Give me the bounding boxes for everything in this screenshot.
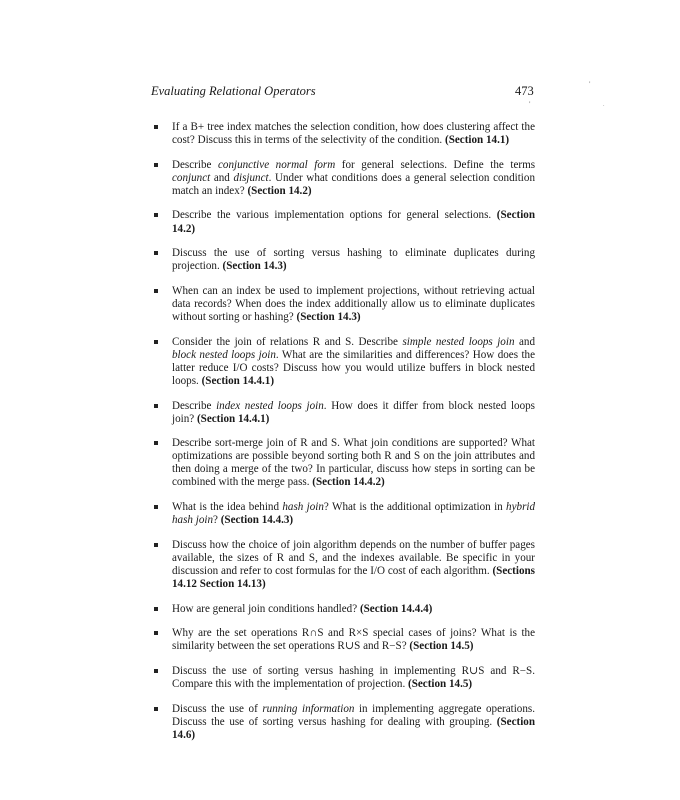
section-ref: (Section 14.6) (172, 715, 535, 741)
section-ref: (Section 14.5) (409, 640, 474, 653)
bullet-icon (154, 163, 158, 167)
bullet-icon (154, 631, 158, 635)
question-item: Describe conjunctive normal form for general selections. Define the terms conjunct and disjunct. Under what conditions does a general selection condition match an index? (Section 14.2) (151, 159, 535, 198)
section-ref: (Section 14.4.3) (220, 514, 294, 527)
section-ref: (Section 14.3) (222, 260, 287, 273)
bullet-icon (154, 125, 158, 129)
scan-mark: , (529, 98, 531, 104)
scan-mark: . (603, 102, 605, 108)
section-ref: (Section 14.2) (247, 184, 312, 197)
bullet-icon (154, 607, 158, 611)
section-ref: (Sections 14.12 Section 14.13) (172, 564, 535, 591)
question-item: Describe the various implementation options for general selections. (Section 14.2) (151, 209, 535, 235)
question-item: Discuss the use of running information in implementing aggregate operations. Discuss the use of sorting versus hashing for dealing with grouping. (Section 14.6) (151, 703, 535, 742)
running-header-title: Evaluating Relational Operators (151, 84, 316, 98)
section-ref: (Section 14.3) (296, 311, 361, 324)
bullet-icon (154, 340, 158, 344)
question-item: When can an index be used to implement projections, without retrieving actual data records? When does the index additionally allow us to eliminate duplicates without sorting or hashing? (Section 14.3) (151, 285, 535, 324)
review-questions-list (151, 121, 535, 753)
question-item: If a B+ tree index matches the selection condition, how does clustering affect the cost? Discuss this in terms of the selectivity of the condition. (Section 14.1) (151, 121, 535, 147)
question-item: Discuss how the choice of join algorithm depends on the number of buffer pages available, the sizes of R and S, and the indexes available. Be specific in your discussion and refer to cost formulas for the I/O cost of each algorithm. (Sections 14.12 Section 14.13) (151, 539, 535, 591)
question-item: Why are the set operations R∩S and R×S special cases of joins? What is the similarity between the set operations R∪S and R−S? (Section 14.5) (151, 627, 535, 653)
bullet-icon (154, 505, 158, 509)
section-ref: (Section 14.4.1) (196, 412, 270, 425)
question-item: What is the idea behind hash join? What is the additional optimization in hybrid hash join? (Section 14.4.3) (151, 501, 535, 527)
bullet-icon (154, 441, 158, 445)
question-item: Discuss the use of sorting versus hashing to eliminate duplicates during projection. (Section 14.3) (151, 247, 535, 273)
section-ref: (Section 14.4.4) (359, 602, 433, 615)
question-item: Consider the join of relations R and S. Describe simple nested loops join and block nested loops join. What are the similarities and differences? How does the latter reduce I/O costs? Discuss how you would utilize buffers in block nested loops. (Section 14.4.1) (151, 336, 535, 388)
bullet-icon (154, 669, 158, 673)
bullet-icon (154, 289, 158, 293)
section-ref: (Section 14.4.2) (312, 476, 385, 489)
section-ref: (Section 14.1) (445, 134, 510, 147)
question-item: Describe sort-merge join of R and S. What join conditions are supported? What optimizations are possible beyond sorting both R and S on the join attributes and then doing a merge of the two? In particular, discuss how steps in sorting can be combined with the merge pass. (Section 14.4.2) (151, 437, 535, 489)
section-ref: (Section 14.5) (408, 678, 473, 690)
bullet-icon (154, 707, 158, 711)
question-item: Describe index nested loops join. How does it differ from block nested loops join? (Section 14.4.1) (151, 400, 535, 426)
section-ref: (Section 14.2) (172, 209, 535, 235)
scan-mark: , (589, 78, 591, 84)
page-number: 473 (515, 84, 534, 98)
section-ref: (Section 14.4.1) (201, 374, 275, 387)
question-item: How are general join conditions handled? (Section 14.4.4) (151, 603, 535, 616)
question-item: Discuss the use of sorting versus hashing in implementing R∪S and R−S. Compare this with the implementation of projection. (Section 14.5) (151, 665, 535, 691)
bullet-icon (154, 251, 158, 255)
bullet-icon (154, 404, 158, 408)
bullet-icon (154, 213, 158, 217)
bullet-icon (154, 543, 158, 547)
